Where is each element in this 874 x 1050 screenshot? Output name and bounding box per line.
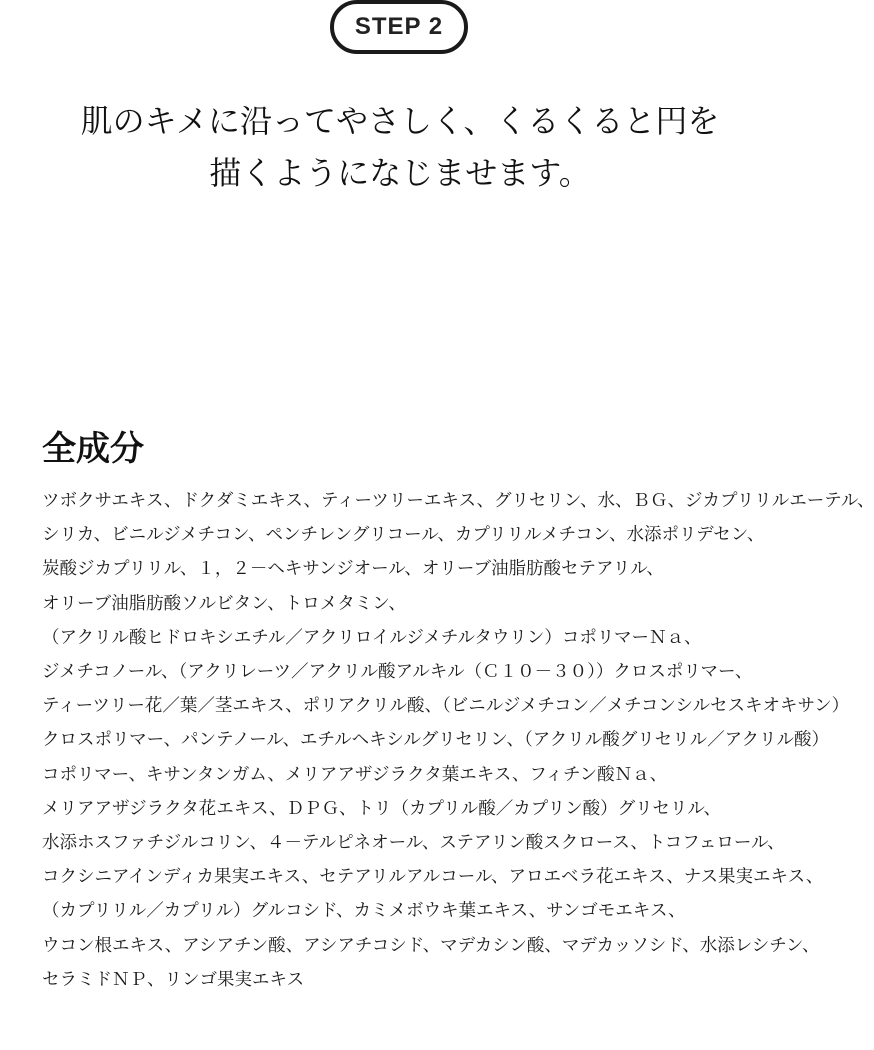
ingredients-line: オリーブ油脂肪酸ソルビタン、トロメタミン、: [42, 593, 406, 614]
usage-instruction: [60, 95, 740, 199]
usage-instruction-line-1: 肌のキメに沿ってやさしく、くるくると円を: [80, 102, 720, 140]
ingredients-line: メリアアザジラクタ花エキス、ＤＰＧ、トリ（カプリル酸／カプリン酸）グリセリル、: [42, 798, 721, 819]
ingredients-list: [42, 484, 874, 997]
ingredients-line: （カプリリル／カプリル）グルコシド、カミメボウキ葉エキス、サンゴモエキス、: [42, 901, 686, 922]
ingredients-line: シリカ、ビニルジメチコン、ペンチレングリコール、カプリリルメチコン、水添ポリデセン、: [42, 525, 765, 546]
ingredients-title: 全成分: [42, 429, 144, 469]
ingredients-line: ウコン根エキス、アシアチン酸、アシアチコシド、マデカシン酸、マデカッソシド、水添レシチン、: [42, 935, 820, 956]
ingredients-line: （アクリル酸ヒドロキシエチル／アクリロイルジメチルタウリン）コポリマーＮａ、: [42, 627, 702, 648]
ingredients-line: セラミドＮＰ、リンゴ果実エキス: [42, 969, 305, 990]
step-badge: [330, 0, 468, 54]
step-label: STEP 2: [354, 13, 444, 40]
ingredients-line: ジメチコノール、（アクリレーツ／アクリル酸アルキル（Ｃ１０－３０））クロスポリマー、: [42, 662, 753, 683]
ingredients-line: ツボクサエキス、ドクダミエキス、ティーツリーエキス、グリセリン、水、ＢＧ、ジカプリリルエーテル、: [42, 491, 874, 511]
ingredients-line: 炭酸ジカプリリル、１，２－ヘキサンジオール、オリーブ油脂肪酸セテアリル、: [42, 559, 664, 580]
ingredients-line: クロスポリマー、パンテノール、エチルヘキシルグリセリン、（アクリル酸グリセリル／アクリル酸）: [42, 730, 830, 751]
ingredients-line: 水添ホスファチジルコリン、４－テルピネオール、ステアリン酸スクロース、トコフェロール、: [42, 833, 785, 854]
ingredients-line: ティーツリー花／葉／茎エキス、ポリアクリル酸、（ビニルジメチコン／メチコンシルセスキオキサン）: [42, 696, 850, 717]
ingredients-line: コクシニアインディカ果実エキス、セテアリルアルコール、アロエベラ花エキス、ナス果実エキス、: [42, 867, 824, 888]
usage-instruction-line-2: 描くようになじませます。: [209, 154, 591, 192]
ingredients-line: コポリマー、キサンタンガム、メリアアザジラクタ葉エキス、フィチン酸Ｎａ、: [42, 764, 668, 785]
